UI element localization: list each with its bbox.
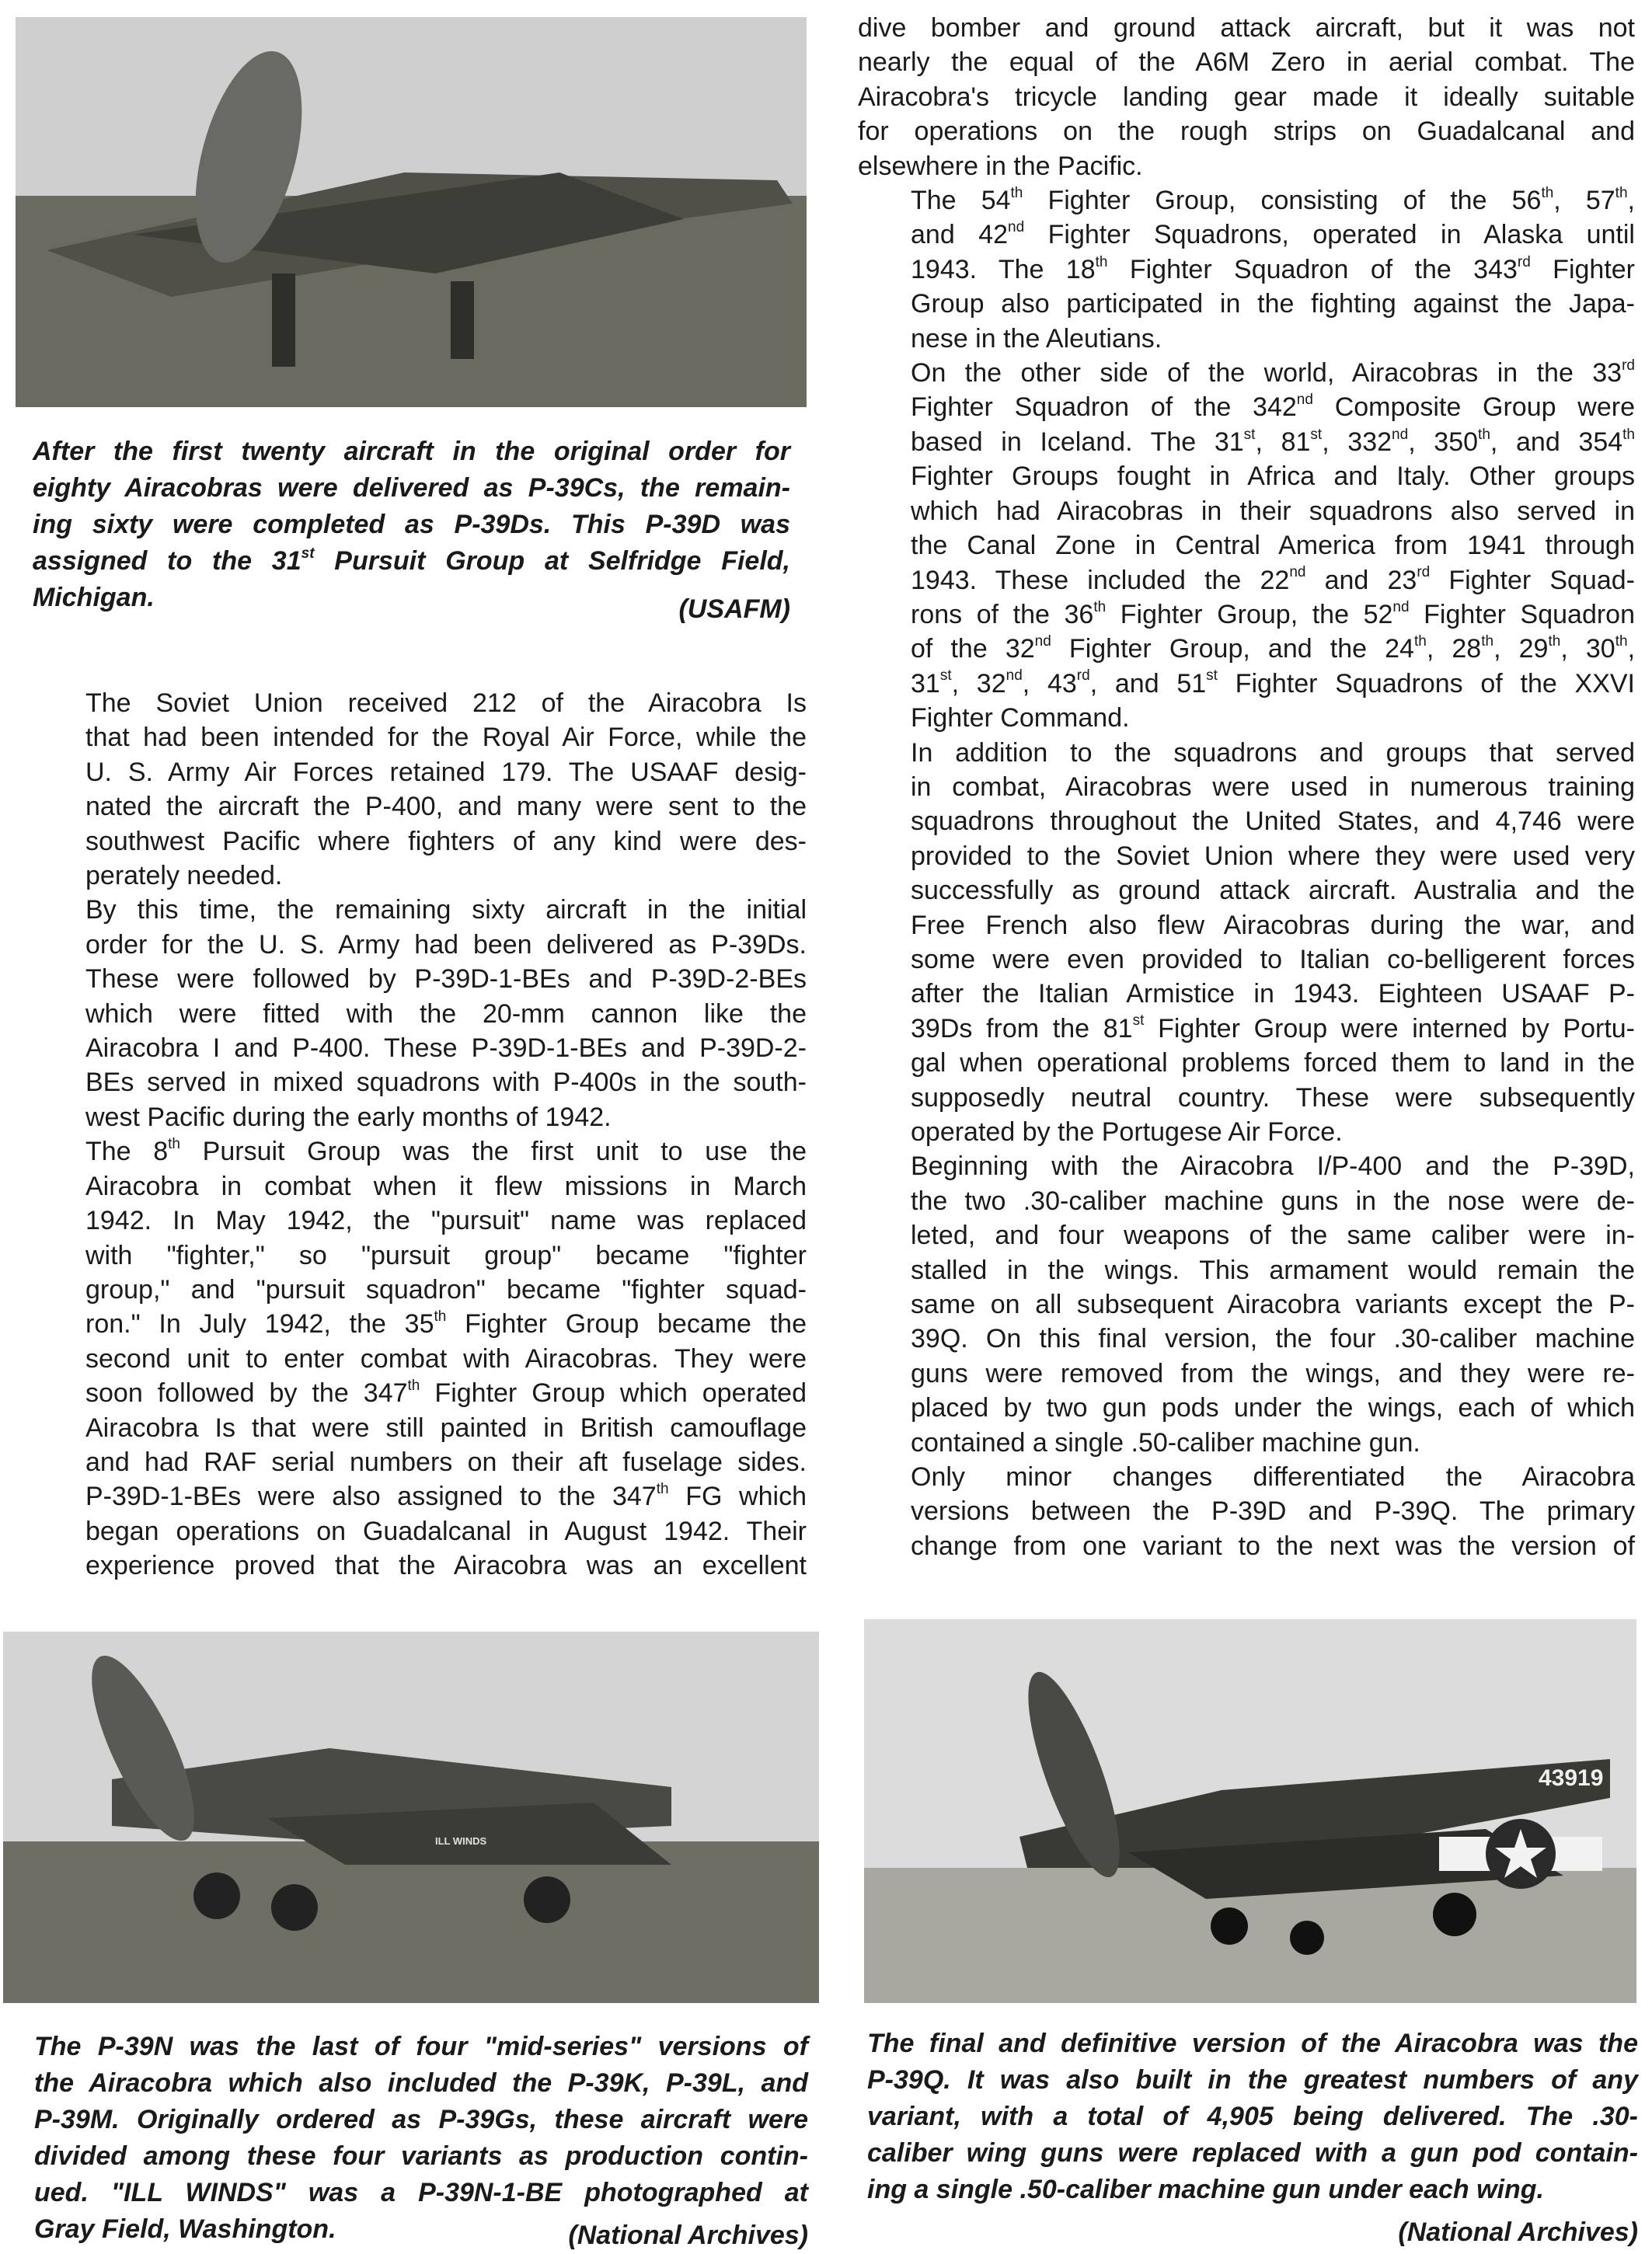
- paragraph: The 8th Pursuit Group was the first unit to use the Airacobra in combat when it flew missions in March 1942. In May 1942, the "pursuit" name was replaced with "fighter," so "pursuit group" became "fighter group," and "pursuit squadron" became "fighter squad- ron." In July 1942, the 35th Fighter Group became the second unit to enter combat with Airacobras. They were soon followed by the 347th Fighter Group which operated Airacobra Is that were still painted in British camouflage and had RAF serial numbers on their aft fuselage sides. P-39D-1-BEs were also assigned to the 347th FG which began operations on Guadalcanal in August 1942. Their experience proved that the Airacobra was an excellent: [85, 1135, 807, 1581]
- aircraft-illustration: [3, 1632, 819, 2003]
- photo-p39n-ill-winds: [3, 1632, 819, 2003]
- aircraft-illustration: [864, 1619, 1636, 2003]
- paragraph: On the other side of the world, Airacobras in the 33rd Fighter Squadron of the 342nd Composite Group were based in Iceland. The 31st, 81st, 332nd, 350th, and 354th Fighter Groups fought in Africa and Italy. Other groups which had Airacobras in their squadrons also served in the Canal Zone in Central America from 1941 through 1943. These included the 22nd and 23rd Fighter Squad- rons of the 36th Fighter Group, the 52nd Fighter Squadron of the 32nd Fighter Group, and the 24th, 28th, 29th, 30th, 31st, 32nd, 43rd, and 51st Fighter Squadrons of the XXVI Fighter Command.: [911, 357, 1636, 733]
- paragraph: Only minor changes differentiated the Airacobra versions between the P-39D and P-39Q. The primary change from one variant to the next was the version of: [911, 1462, 1635, 1561]
- paragraph: In addition to the squadrons and groups that served in combat, Airacobras were used in numerous training squadrons throughout the United States, and 4,746 were provided to the Soviet Union where they were used very successfully as ground attack aircraft. Australia and the Free French also flew Airacobras during the war, and some were even provided to Italian co-belligerent forces after the Italian Armistice in 1943. Eighteen USAAF P- 39Ds from the 81st Fighter Group were interned by Portu- gal when operational problems forced them to land in the supposedly neutral country. These were subsequently operated by the Portugese Air Force.: [911, 737, 1635, 1147]
- tail-serial-number: 43919: [1539, 1765, 1604, 1791]
- photo-caption: The P-39N was the last of four "mid-series" versions of the Airacobra which also included the P-39K, P-39L, and P-39M. Originally ordered as P-39Gs, these aircraft were divided among these four variants as production contin- ued. "ILL WINDS" was a P-39N-1-BE photographed at Gray Field, Washington. (National Archives): [34, 2029, 808, 2254]
- paragraph: Beginning with the Airacobra I/P-400 and the P-39D, the two .30-caliber machine guns in the nose were de- leted, and four weapons of the same caliber were in- stalled in the wings. This armament would remain the same on all subsequent Airacobra variants except the P- 39Q. On this final version, the four .30-caliber machine guns were removed from the wings, and they were re- placed by two gun pods under the wings, each of which contained a single .50-caliber machine gun.: [911, 1151, 1635, 1458]
- aircraft-illustration: [16, 17, 807, 407]
- photo-credit: (USAFM): [678, 594, 790, 624]
- left-text-column: [33, 686, 807, 1583]
- right-text-column: [858, 11, 1635, 1563]
- nose-art-label: ILL WINDS: [435, 1835, 487, 1847]
- paragraph: The 54th Fighter Group, consisting of the 56th, 57th, and 42nd Fighter Squadrons, operated in Alaska until 1943. The 18th Fighter Squadron of the 343rd Fighter Group also participated in the fighting against the Japa- nese in the Aleutians.: [911, 184, 1635, 354]
- photo-credit: (National Archives): [1398, 2217, 1638, 2247]
- paragraph: The Soviet Union received 212 of the Airacobra Is that had been intended for the Royal Air Force, while the U. S. Army Air Forces retained 179. The USAAF desig- nated the aircraft the P-400, and many were sent to the southwest Pacific where fighters of any kind were des- perately needed.: [85, 688, 807, 891]
- photo-p39q: [864, 1619, 1636, 2003]
- photo-p39d-selfridge: [16, 17, 807, 407]
- photo-caption: The final and definitive version of the Airacobra was the P-39Q. It was also built in the greatest numbers of any variant, with a total of 4,905 being delivered. The .30- caliber wing guns were replaced with a gun pod contain- ing a single .50-caliber machine gun under each wing. (National Archives): [867, 2026, 1638, 2251]
- photo-caption: After the first twenty aircraft in the original order for eighty Airacobras were delivered as P-39Cs, the remain- ing sixty were completed as P-39Ds. This P-39D was assigned to the 31st Pursuit Group at Selfridge Field, Michigan. (USAFM): [33, 434, 790, 628]
- paragraph: By this time, the remaining sixty aircraft in the initial order for the U. S. Army had been delivered as P-39Ds. These were followed by P-39D-1-BEs and P-39D-2-BEs which were fitted with the 20-mm cannon like the Airacobra I and P-400. These P-39D-1-BEs and P-39D-2- BEs served in mixed squadrons with P-400s in the south- west Pacific during the early months of 1942.: [85, 895, 807, 1132]
- photo-credit: (National Archives): [568, 2221, 808, 2250]
- paragraph: dive bomber and ground attack aircraft, but it was not nearly the equal of the A6M Zero in aerial combat. The Airacobra's tricycle landing gear made it ideally suitable for operations on the rough strips on Guadalcanal and elsewhere in the Pacific.: [858, 13, 1635, 181]
